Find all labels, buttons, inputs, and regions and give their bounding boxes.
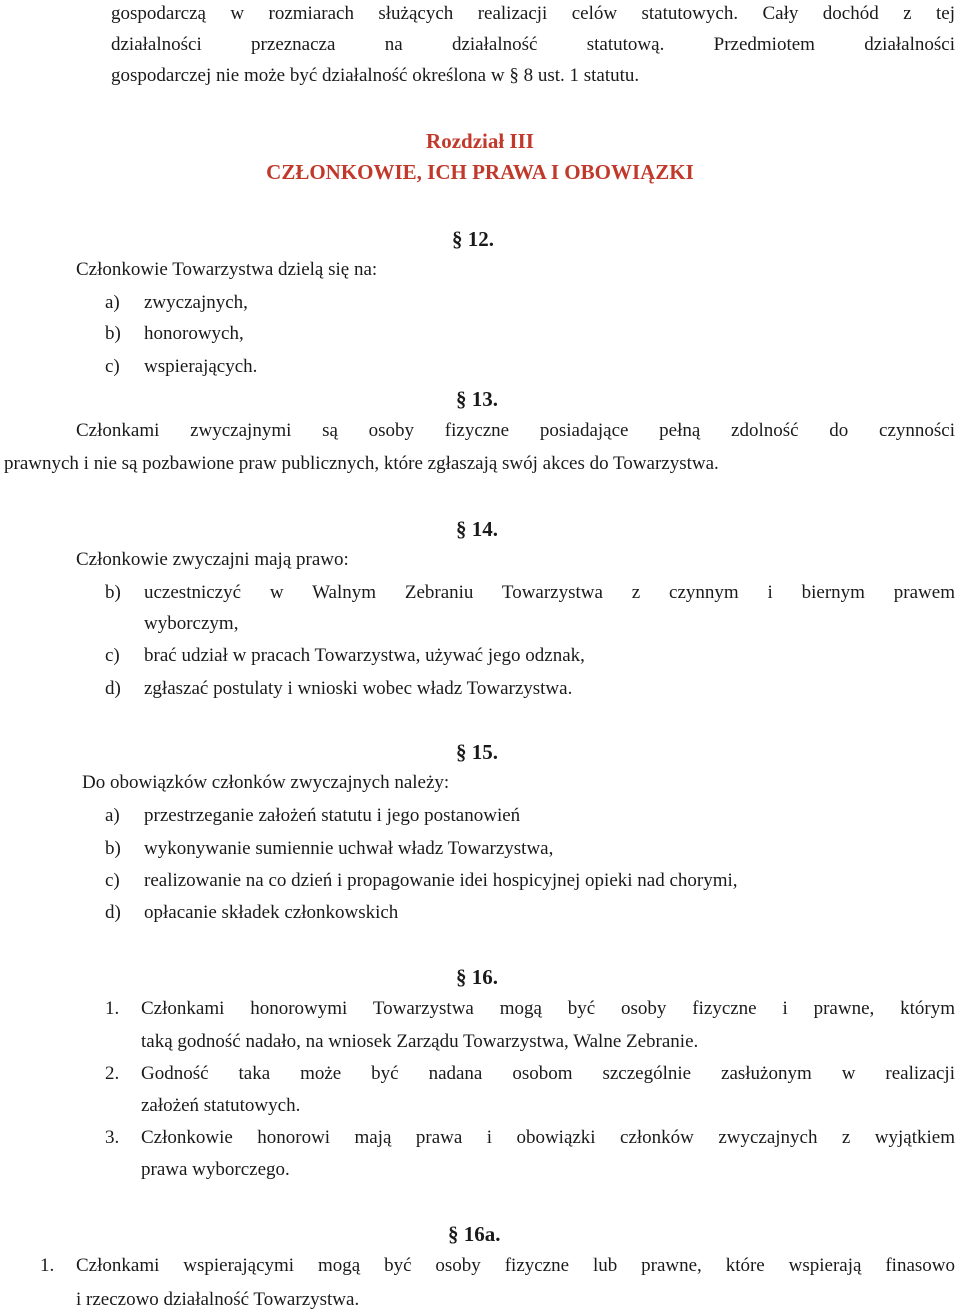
intro-line: gospodarczej nie może być działalność określona w § 8 ust. 1 statutu. [111,65,640,86]
section-heading: § 14. [456,517,498,541]
section-heading: § 15. [456,740,498,764]
intro-line: działalności przeznacza na działalność statutową. Przedmiotem działalności [111,34,955,55]
list-marker: a) [105,292,120,313]
list-item: Członkami honorowymi Towarzystwa mogą być osoby fizyczne i prawne, którym [141,998,955,1019]
list-item: uczestniczyć w Walnym Zebraniu Towarzystwa z czynnym i biernym prawem [144,582,955,603]
list-item: przestrzeganie założeń statutu i jego postanowień [144,805,521,826]
list-item: honorowych, [144,323,244,344]
section-heading: § 13. [456,387,498,411]
chapter-subtitle: CZŁONKOWIE, ICH PRAWA I OBOWIĄZKI [266,160,694,184]
list-item: Członkowie honorowi mają prawa i obowiązki członków zwyczajnych z wyjątkiem [141,1127,955,1148]
section-heading: § 16. [456,965,498,989]
list-marker: 2. [105,1063,120,1084]
list-item-continuation: założeń statutowych. [141,1095,301,1116]
list-marker: d) [105,678,121,699]
list-marker: 1. [105,998,120,1019]
list-item-continuation: taką godność nadało, na wniosek Zarządu Towarzystwa, Walne Zebranie. [141,1031,699,1052]
section-lead: Do obowiązków członków zwyczajnych należy: [82,772,450,793]
section-lead: Członkowie zwyczajni mają prawo: [76,549,349,570]
section-heading: § 16a. [448,1222,501,1246]
chapter-title: Rozdział III [426,129,534,153]
list-item: wspierających. [144,356,258,377]
paragraph-line: prawnych i nie są pozbawione praw publicznych, które zgłaszają swój akces do Towarzystwa. [4,453,719,474]
list-item: wykonywanie sumiennie uchwał władz Towarzystwa, [144,838,554,859]
list-marker: b) [105,838,121,859]
list-item: opłacanie składek członkowskich [144,902,399,923]
section-heading: § 12. [452,227,494,251]
section-lead: Członkowie Towarzystwa dzielą się na: [76,259,378,280]
list-item: Godność taka może być nadana osobom szczególnie zasłużonym w realizacji [141,1063,955,1084]
list-marker: a) [105,805,120,826]
list-marker: d) [105,902,121,923]
list-item: zgłaszać postulaty i wnioski wobec władz Towarzystwa. [144,678,573,699]
list-marker: c) [105,645,120,666]
list-item: brać udział w pracach Towarzystwa, używać jego odznak, [144,645,585,666]
list-item-continuation: prawa wyborczego. [141,1159,290,1180]
list-marker: b) [105,582,121,603]
list-marker: 3. [105,1127,120,1148]
intro-line: gospodarczą w rozmiarach służących realizacji celów statutowych. Cały dochód z tej [111,3,955,24]
list-item-continuation: wyborczym, [144,613,239,634]
list-marker: c) [105,356,120,377]
list-marker: c) [105,870,120,891]
list-marker: 1. [40,1255,55,1276]
list-item: zwyczajnych, [144,292,248,313]
list-marker: b) [105,323,121,344]
list-item-continuation: i rzeczowo działalność Towarzystwa. [76,1289,360,1310]
paragraph-line: Członkami zwyczajnymi są osoby fizyczne posiadające pełną zdolność do czynności [76,420,955,441]
list-item: realizowanie na co dzień i propagowanie idei hospicyjnej opieki nad chorymi, [144,870,738,891]
list-item: Członkami wspierającymi mogą być osoby fizyczne lub prawne, które wspierają finasowo [76,1255,955,1276]
